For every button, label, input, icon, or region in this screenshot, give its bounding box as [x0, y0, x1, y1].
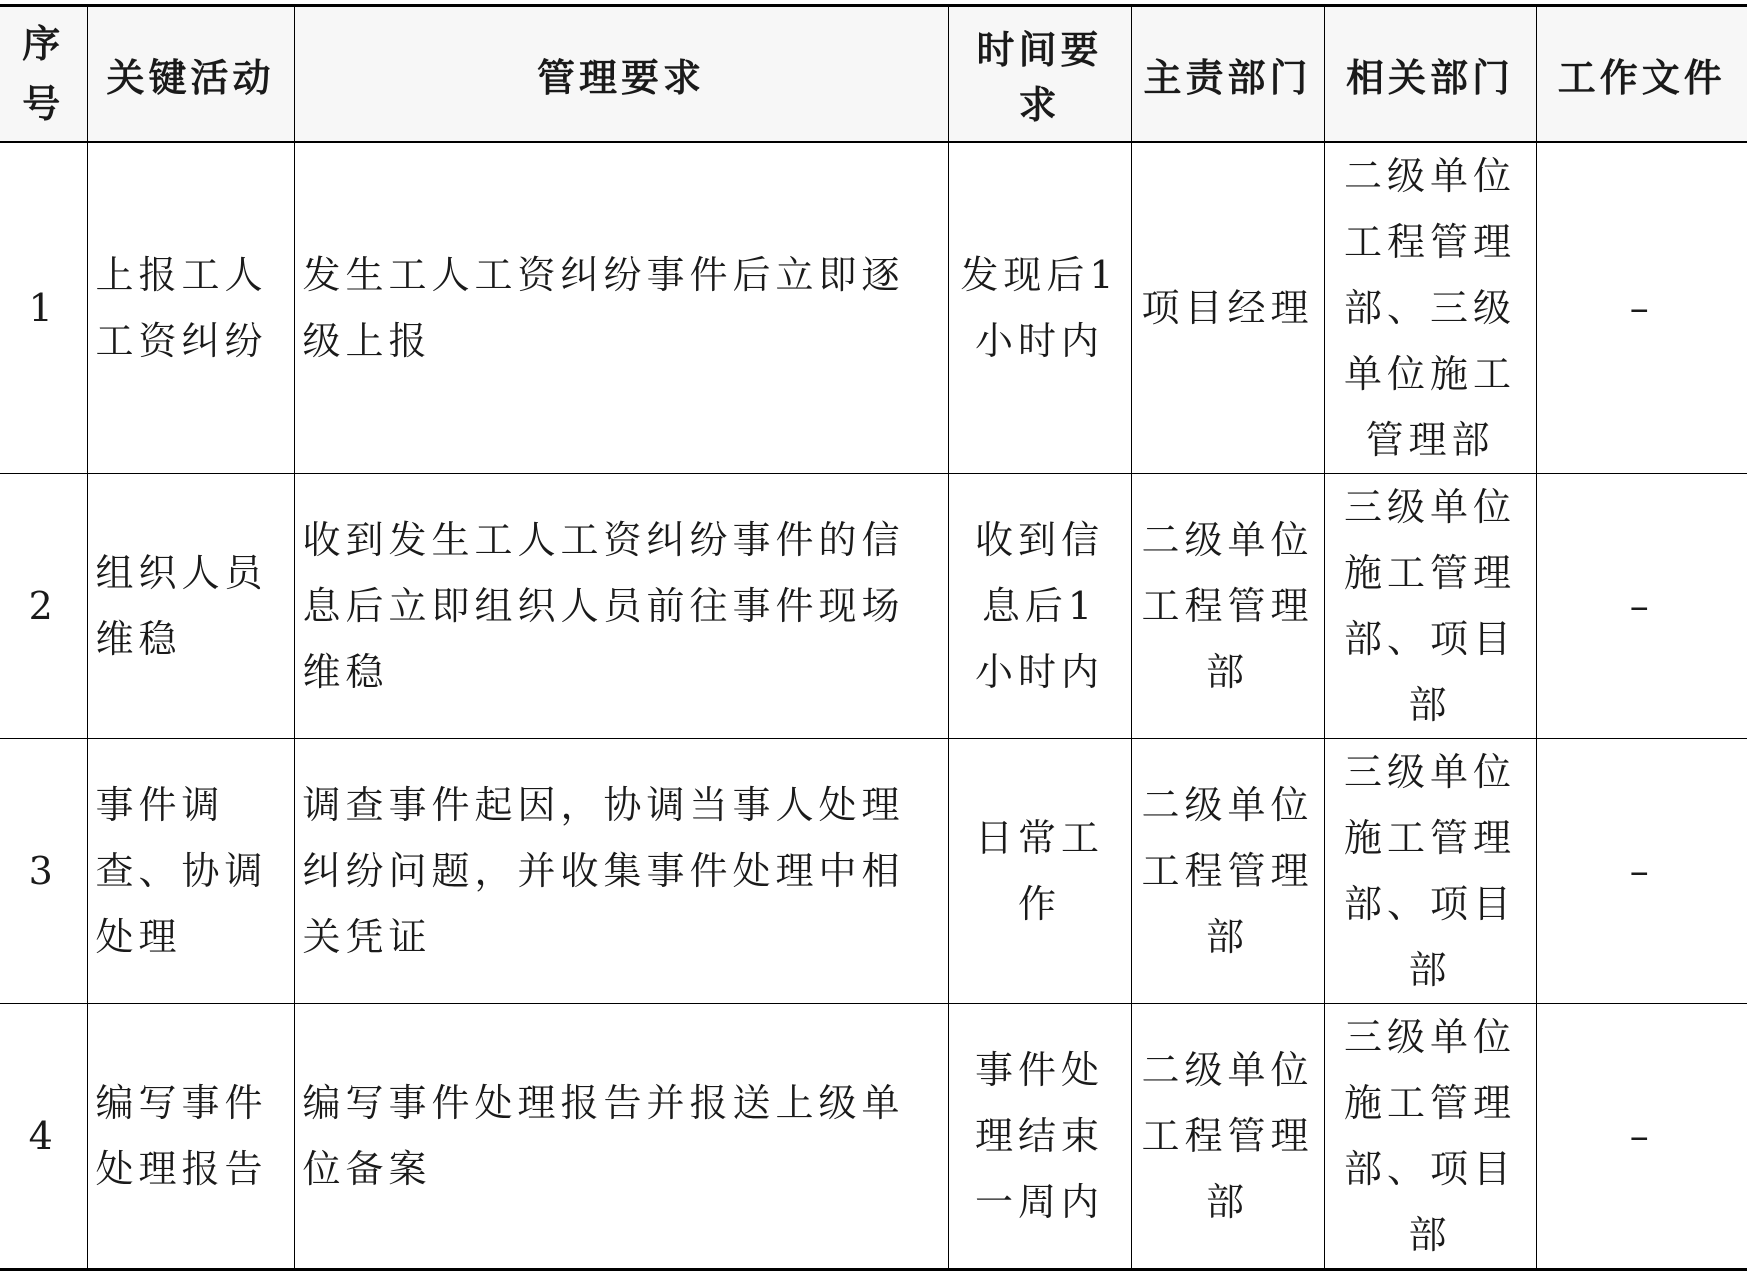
management-requirements-table: [0, 4, 1747, 1271]
cell-lead-dept: 二级单位工程管理部: [1131, 474, 1324, 739]
cell-related-dept: 三级单位施工管理部、项目部: [1324, 474, 1536, 739]
header-work-file: 工作文件: [1536, 6, 1747, 143]
header-time-requirement: 时间要求: [948, 6, 1131, 143]
cell-seq: 4: [0, 1004, 87, 1270]
table-row: [0, 474, 1747, 739]
cell-activity: 编写事件处理报告: [87, 1004, 294, 1270]
cell-time: 事件处理结束一周内: [948, 1004, 1131, 1270]
header-key-activity: 关键活动: [87, 6, 294, 143]
cell-requirement: 发生工人工资纠纷事件后立即逐级上报: [294, 142, 948, 474]
table-row: [0, 739, 1747, 1004]
table-row: [0, 142, 1747, 474]
cell-lead-dept: 项目经理: [1131, 142, 1324, 474]
cell-activity: 上报工人工资纠纷: [87, 142, 294, 474]
cell-related-dept: 三级单位施工管理部、项目部: [1324, 739, 1536, 1004]
cell-seq: 3: [0, 739, 87, 1004]
table-row: [0, 1004, 1747, 1270]
cell-activity: 组织人员维稳: [87, 474, 294, 739]
cell-time: 日常工作: [948, 739, 1131, 1004]
cell-related-dept: 二级单位工程管理部、三级单位施工管理部: [1324, 142, 1536, 474]
cell-work-file: –: [1536, 1004, 1747, 1270]
header-related-department: 相关部门: [1324, 6, 1536, 143]
cell-lead-dept: 二级单位工程管理部: [1131, 1004, 1324, 1270]
cell-seq: 1: [0, 142, 87, 474]
cell-requirement: 调查事件起因，协调当事人处理纠纷问题，并收集事件处理中相关凭证: [294, 739, 948, 1004]
cell-activity: 事件调查、协调处理: [87, 739, 294, 1004]
header-management-requirement: 管理要求: [294, 6, 948, 143]
cell-time: 发现后1小时内: [948, 142, 1131, 474]
cell-requirement: 收到发生工人工资纠纷事件的信息后立即组织人员前往事件现场维稳: [294, 474, 948, 739]
cell-lead-dept: 二级单位工程管理部: [1131, 739, 1324, 1004]
cell-seq: 2: [0, 474, 87, 739]
cell-time: 收到信息后1 小时内: [948, 474, 1131, 739]
cell-related-dept: 三级单位施工管理部、项目部: [1324, 1004, 1536, 1270]
cell-work-file: –: [1536, 474, 1747, 739]
cell-requirement: 编写事件处理报告并报送上级单位备案: [294, 1004, 948, 1270]
cell-work-file: –: [1536, 739, 1747, 1004]
header-row: [0, 6, 1747, 143]
cell-work-file: –: [1536, 142, 1747, 474]
header-lead-department: 主责部门: [1131, 6, 1324, 143]
header-seq: 序号: [0, 6, 87, 143]
